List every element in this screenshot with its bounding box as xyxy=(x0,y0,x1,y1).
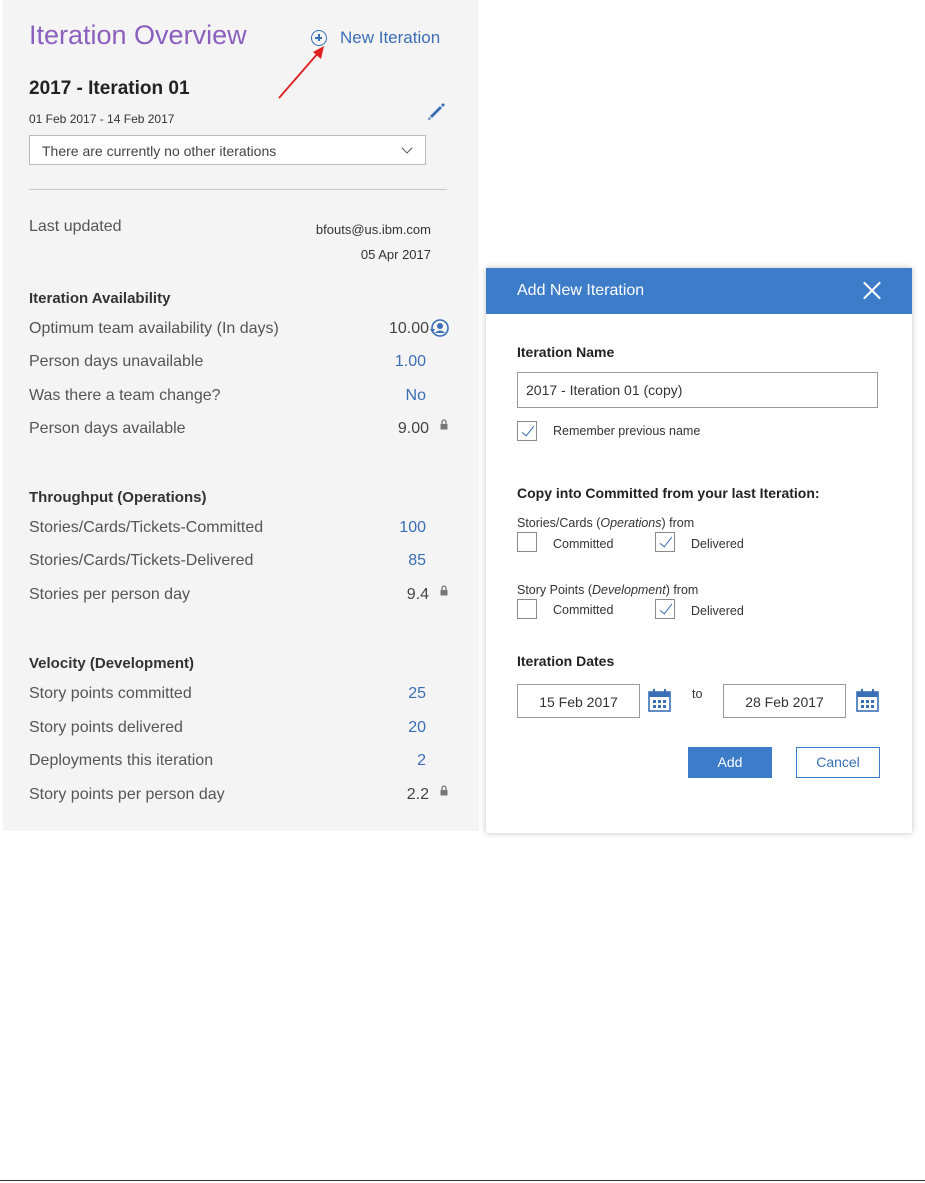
stories-delivered-checkbox[interactable] xyxy=(655,532,675,552)
page-title: Iteration Overview xyxy=(29,20,247,50)
last-updated-label: Last updated xyxy=(29,218,122,235)
row-label: Story points committed xyxy=(29,685,192,702)
points-committed-label: Committed xyxy=(553,603,614,617)
lock-icon xyxy=(440,585,448,596)
iteration-dates-label: Iteration Dates xyxy=(517,653,615,669)
deployments-link[interactable]: 2 xyxy=(417,752,426,769)
stories-committed-link[interactable]: 100 xyxy=(399,519,426,536)
pencil-icon[interactable] xyxy=(425,100,447,122)
close-icon[interactable] xyxy=(862,280,882,300)
page-bottom-rule xyxy=(0,1180,925,1181)
iteration-select[interactable] xyxy=(29,135,426,165)
row-label: Stories/Cards/Tickets-Committed xyxy=(29,519,264,536)
story-points-delivered-link[interactable]: 20 xyxy=(408,719,426,736)
divider xyxy=(29,189,447,190)
row-label: Person days unavailable xyxy=(29,353,204,370)
calendar-icon[interactable] xyxy=(856,688,879,712)
points-group-label xyxy=(517,583,698,597)
cancel-button[interactable]: Cancel xyxy=(796,747,880,778)
optimum-availability-value: 10.00 xyxy=(388,320,429,337)
new-iteration-button[interactable] xyxy=(311,28,440,48)
stories-group-label xyxy=(517,516,694,530)
stories-group-prefix: Stories/Cards ( xyxy=(517,516,601,530)
section-title-throughput: Throughput (Operations) xyxy=(29,489,207,506)
row-label: Person days available xyxy=(29,420,186,437)
add-iteration-dialog xyxy=(486,268,912,833)
story-points-per-person-day-value: 2.2 xyxy=(406,786,429,803)
points-group-italic: Development xyxy=(592,583,666,597)
end-date-input[interactable]: 28 Feb 2017 xyxy=(723,684,846,718)
calendar-icon[interactable] xyxy=(648,688,671,712)
points-delivered-label: Delivered xyxy=(691,604,744,618)
remember-name-label: Remember previous name xyxy=(553,424,701,438)
team-change-link[interactable]: No xyxy=(405,387,426,404)
dialog-title: Add New Iteration xyxy=(517,282,645,299)
story-points-committed-link[interactable]: 25 xyxy=(408,685,426,702)
row-label: Stories/Cards/Tickets-Delivered xyxy=(29,552,254,569)
points-committed-checkbox[interactable] xyxy=(517,599,537,619)
stories-delivered-label: Delivered xyxy=(691,537,744,551)
stories-per-person-day-value: 9.4 xyxy=(406,586,429,603)
person-days-unavailable-link[interactable]: 1.00 xyxy=(394,353,426,370)
remember-name-checkbox[interactable] xyxy=(517,421,537,441)
to-label: to xyxy=(692,687,703,701)
last-updated-user: bfouts@us.ibm.com xyxy=(315,222,431,237)
points-group-prefix: Story Points ( xyxy=(517,583,593,597)
stories-committed-label: Committed xyxy=(553,537,614,551)
stories-group-suffix: ) from xyxy=(661,516,695,530)
iteration-select-value: There are currently no other iterations xyxy=(42,143,277,159)
row-label: Deployments this iteration xyxy=(29,752,214,769)
iteration-name-label: Iteration Name xyxy=(517,344,615,360)
points-delivered-checkbox[interactable] xyxy=(655,599,675,619)
stories-group-italic: Operations xyxy=(600,516,662,530)
annotation-arrow xyxy=(273,42,329,102)
start-date-input[interactable]: 15 Feb 2017 xyxy=(517,684,640,718)
last-updated-date: 05 Apr 2017 xyxy=(360,247,431,262)
new-iteration-label: New Iteration xyxy=(340,28,441,47)
row-label: Stories per person day xyxy=(29,586,190,603)
stories-committed-checkbox[interactable] xyxy=(517,532,537,552)
section-title-velocity: Velocity (Development) xyxy=(29,655,195,672)
iteration-name: 2017 - Iteration 01 xyxy=(29,78,190,99)
person-days-available-value: 9.00 xyxy=(397,420,429,437)
chevron-down-icon xyxy=(401,142,412,153)
copy-heading: Copy into Committed from your last Iteration: xyxy=(517,485,820,501)
iteration-name-input[interactable]: 2017 - Iteration 01 (copy) xyxy=(517,372,878,408)
iteration-dates: 01 Feb 2017 - 14 Feb 2017 xyxy=(29,112,175,126)
row-label: Story points per person day xyxy=(29,786,225,803)
lock-icon xyxy=(440,419,448,430)
add-button[interactable]: Add xyxy=(688,747,772,778)
stories-delivered-link[interactable]: 85 xyxy=(408,552,426,569)
row-label: Was there a team change? xyxy=(29,387,221,404)
row-label: Optimum team availability (In days) xyxy=(29,320,279,337)
team-member-icon[interactable] xyxy=(430,318,450,338)
lock-icon xyxy=(440,785,448,796)
section-title-availability: Iteration Availability xyxy=(29,290,171,307)
points-group-suffix: ) from xyxy=(665,583,699,597)
row-label: Story points delivered xyxy=(29,719,183,736)
iteration-overview-panel xyxy=(3,0,479,831)
dialog-header xyxy=(486,268,912,314)
